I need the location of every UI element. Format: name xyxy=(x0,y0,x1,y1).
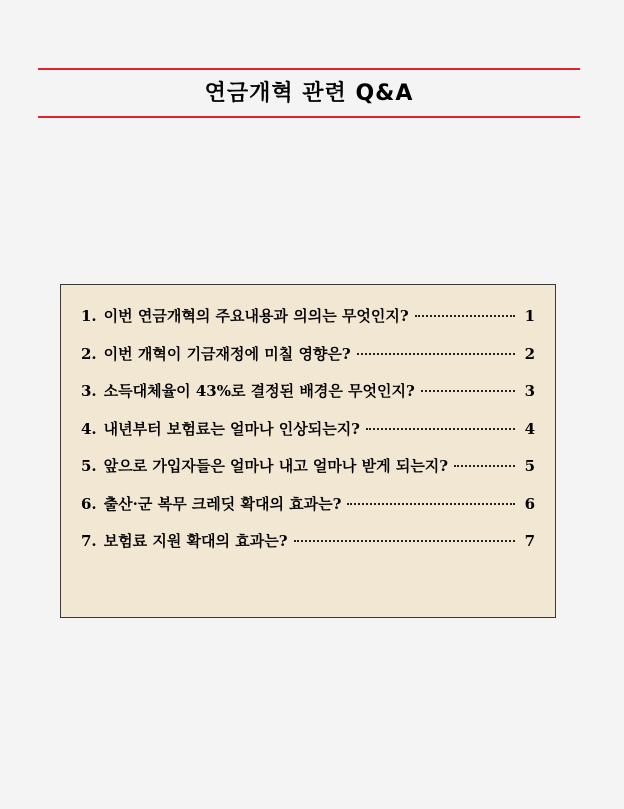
toc-item-text: 출산·군 복무 크레딧 확대의 효과는? xyxy=(103,494,342,513)
toc-item-page: 1 xyxy=(524,307,535,325)
toc-leader-dots xyxy=(415,315,515,317)
title-bottom-rule xyxy=(38,116,580,118)
toc-leader-dots xyxy=(454,465,515,467)
title-top-rule xyxy=(38,68,580,70)
toc-item[interactable] xyxy=(81,493,535,531)
toc-item-page: 5 xyxy=(524,457,535,475)
toc-item[interactable] xyxy=(81,380,535,418)
toc-item[interactable] xyxy=(81,530,535,568)
toc-leader-dots xyxy=(366,428,515,430)
toc-item-number: 6. xyxy=(81,494,97,513)
toc-leader-dots xyxy=(347,503,515,505)
toc-item[interactable] xyxy=(81,343,535,381)
toc-leader-dots xyxy=(421,390,515,392)
toc-item-page: 3 xyxy=(524,382,535,400)
toc-item-text: 앞으로 가입자들은 얼마나 내고 얼마나 받게 되는지? xyxy=(103,457,449,475)
toc-item-text: 보험료 지원 확대의 효과는? xyxy=(103,532,288,550)
toc-item[interactable] xyxy=(81,305,535,343)
toc-item-number: 3. xyxy=(81,382,97,400)
toc-item-number: 7. xyxy=(81,532,97,550)
toc-list xyxy=(81,305,535,568)
toc-item-number: 2. xyxy=(81,344,97,363)
toc-item-number: 1. xyxy=(81,307,97,325)
toc-item-text: 소득대체율이 43%로 결정된 배경은 무엇인지? xyxy=(103,382,415,400)
toc-leader-dots xyxy=(357,353,515,355)
toc-item-page: 2 xyxy=(524,344,535,363)
toc-item-number: 4. xyxy=(81,419,97,438)
toc-item-page: 4 xyxy=(524,419,535,438)
page-title: 연금개혁 관련 Q&A xyxy=(204,81,414,106)
toc-item-number: 5. xyxy=(81,457,97,475)
toc-item[interactable] xyxy=(81,455,535,493)
toc-item[interactable] xyxy=(81,418,535,456)
table-of-contents xyxy=(60,284,556,618)
toc-item-text: 내년부터 보험료는 얼마나 인상되는지? xyxy=(103,419,360,438)
toc-item-page: 6 xyxy=(524,494,535,513)
toc-item-page: 7 xyxy=(524,532,535,550)
toc-item-text: 이번 개혁이 기금재정에 미칠 영향은? xyxy=(103,344,351,363)
toc-leader-dots xyxy=(294,540,515,542)
toc-item-text: 이번 연금개혁의 주요내용과 의의는 무엇인지? xyxy=(103,307,409,325)
